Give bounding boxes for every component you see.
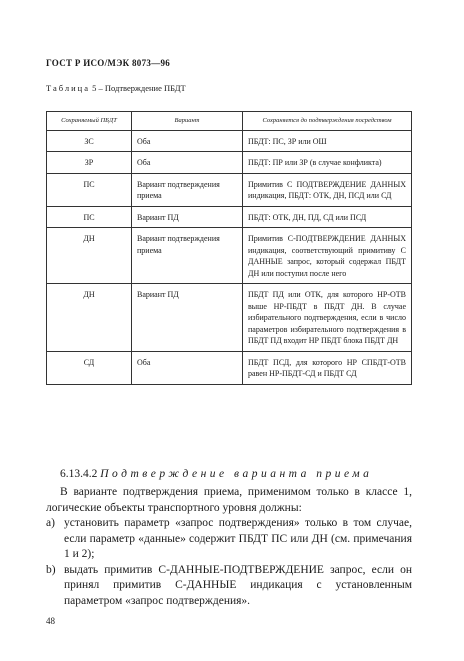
- table-row: [47, 152, 412, 174]
- column-header: Вариант: [132, 112, 243, 131]
- table-row: [47, 228, 412, 284]
- confirmation-table: [46, 111, 412, 385]
- page-number: 48: [46, 616, 55, 626]
- list-item: [46, 563, 412, 610]
- table-cell: СД: [47, 351, 132, 384]
- table-cell: ЗР: [47, 152, 132, 174]
- table-row: [47, 206, 412, 228]
- table-cell: ДН: [47, 228, 132, 284]
- table-caption-title: 5 – Подтверждение ПБДТ: [89, 83, 186, 93]
- table-cell: ПС: [47, 173, 132, 206]
- table-cell: Примитив С-ПОДТВЕРЖДЕНИЕ ДАННЫХ индикация, соответствующий примитиву С ДАННЫЕ запрос, который содержал ПБДТ ДН или поступил после него: [243, 228, 412, 284]
- list-marker: b): [46, 563, 56, 576]
- list-item: [46, 516, 412, 563]
- table-row: [47, 284, 412, 352]
- table-cell: ЗС: [47, 130, 132, 152]
- list-item-text: выдать примитив С-ДАННЫЕ-ПОДТВЕРЖДЕНИЕ запрос, если он принял примитив С-ДАННЫЕ индикация с установленным параметром «запрос подтверждения».: [64, 563, 412, 607]
- table-cell: Оба: [132, 351, 243, 384]
- table-row: [47, 351, 412, 384]
- section-title: Подтверждение варианта приема: [100, 468, 373, 480]
- table-caption-label: Таблица: [46, 83, 90, 93]
- section-number: 6.13.4.2: [60, 468, 98, 480]
- table-header-row: [47, 112, 412, 131]
- table-cell: Оба: [132, 130, 243, 152]
- table-cell: Вариант подтверждения приема: [132, 173, 243, 206]
- table-cell: ПБДТ ПСД, для которого НР СПБДТ-ОТВ равен НР-ПБДТ-СД и ПБДТ СД: [243, 351, 412, 384]
- table-caption: [46, 83, 186, 93]
- table-cell: Оба: [132, 152, 243, 174]
- table-cell: ПБДТ ПД или ОТК, для которого НР-ОТВ выше НР-ПБДТ в ПБДТ ДН. В случае избирательного подтверждения, если в число параметров избирательного подтверждения в ПБДТ ПД входит НР ПБДТ блока ПБДТ ДН: [243, 284, 412, 352]
- table-row: [47, 173, 412, 206]
- table-cell: ДН: [47, 284, 132, 352]
- table-cell: Вариант ПД: [132, 206, 243, 228]
- table-cell: ПС: [47, 206, 132, 228]
- intro-paragraph: В варианте подтверждения приема, применимом только в классе 1, логические объекты транспортного уровня должны:: [46, 486, 412, 514]
- column-header: Сохраняемый ПБДТ: [47, 112, 132, 131]
- body-text: [46, 485, 412, 609]
- list-item-text: установить параметр «запрос подтверждения» только в том случае, если параметр «данные» содержит ПБДТ ПС или ДН (см. примечания 1 и 2);: [64, 517, 412, 560]
- table-cell: ПБДТ: ПР или ЗР (в случае конфликта): [243, 152, 412, 174]
- table-cell: ПБДТ: ОТК, ДН, ПД, СД или ПСД: [243, 206, 412, 228]
- table-cell: Вариант ПД: [132, 284, 243, 352]
- document-header: ГОСТ Р ИСО/МЭК 8073—96: [46, 58, 171, 68]
- list-marker: а): [46, 517, 55, 529]
- table-row: [47, 130, 412, 152]
- column-header: Сохраняется до подтверждения посредством: [243, 112, 412, 131]
- table-cell: Вариант подтверждения приема: [132, 228, 243, 284]
- table-cell: Примитив С ПОДТВЕРЖДЕНИЕ ДАННЫХ индикация, ПБДТ: ОТК, ДН, ПСД или СД: [243, 173, 412, 206]
- section-heading: [60, 468, 372, 480]
- table-cell: ПБДТ: ПС, ЗР или ОШ: [243, 130, 412, 152]
